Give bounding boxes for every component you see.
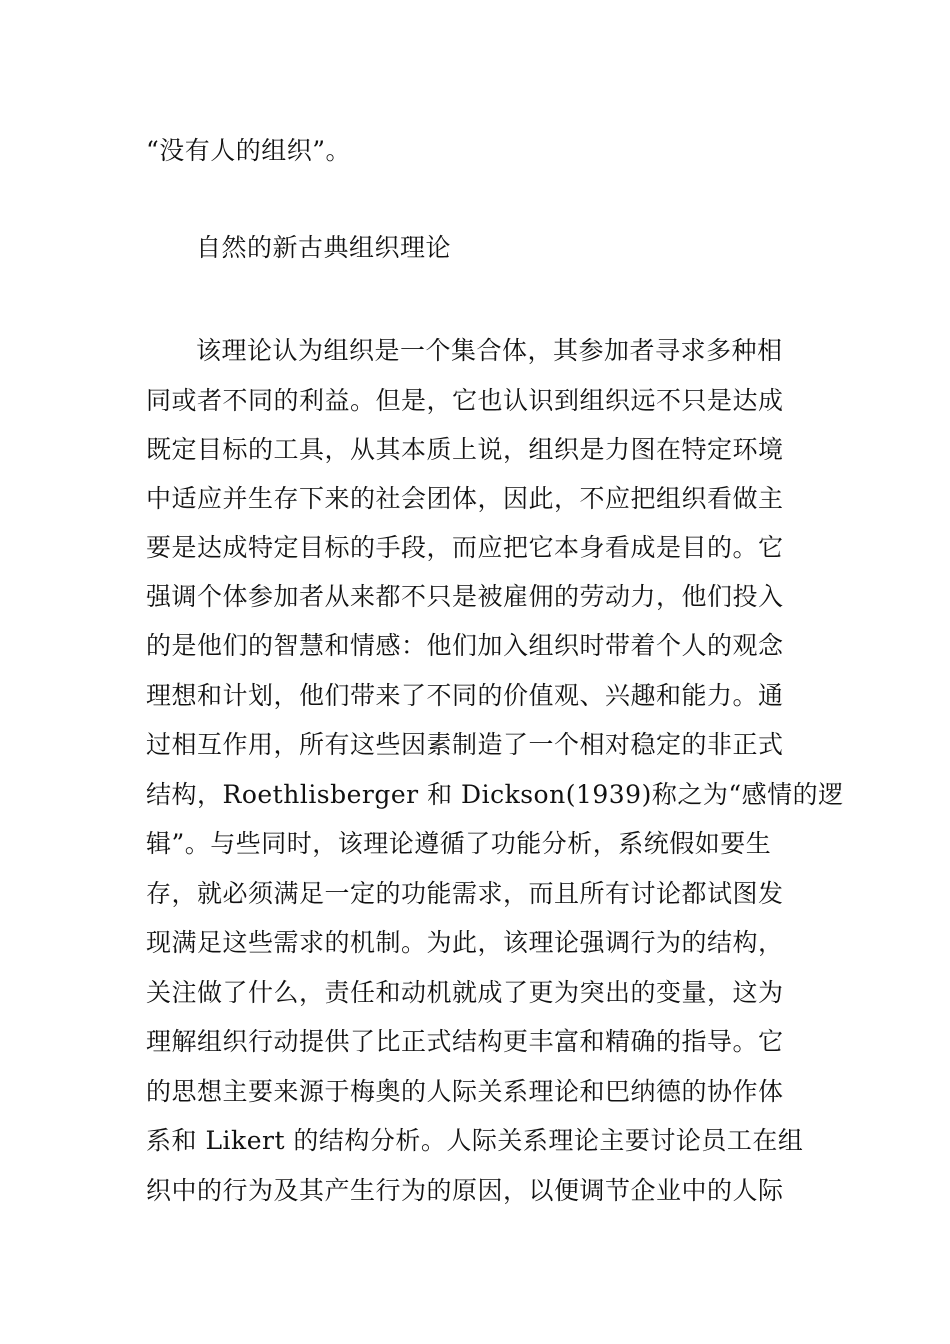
paragraph-line: 要是达成特定目标的手段，而应把它本身看成是目的。它 <box>146 533 784 562</box>
paragraph-line: 结构，Roethlisberger 和 Dickson(1939)称之为“感情的逻 <box>146 780 844 809</box>
paragraph-line: 织中的行为及其产生行为的原因，以便调节企业中的人际 <box>146 1176 784 1205</box>
paragraph-line: 该理论认为组织是一个集合体，其参加者寻求多种相 <box>196 336 783 365</box>
paragraph-line: 辑”。与些同时，该理论遵循了功能分析，系统假如要生 <box>146 829 772 858</box>
paragraph-line: 理解组织行动提供了比正式结构更丰富和精确的指导。它 <box>146 1027 784 1056</box>
paragraph-line: 中适应并生存下来的社会团体，因此，不应把组织看做主 <box>146 484 784 513</box>
paragraph-line: 过相互作用，所有这些因素制造了一个相对稳定的非正式 <box>146 730 784 759</box>
paragraph-line: 系和 Likert 的结构分析。人际关系理论主要讨论员工在组 <box>146 1126 804 1155</box>
paragraph-line: 同或者不同的利益。但是，它也认识到组织远不只是达成 <box>146 386 784 415</box>
paragraph-line: 既定目标的工具，从其本质上说，组织是力图在特定环境 <box>146 435 784 464</box>
section-heading: 自然的新古典组织理论 <box>196 233 452 262</box>
paragraph-line: 强调个体参加者从来都不只是被雇佣的劳动力，他们投入 <box>146 582 784 611</box>
paragraph-line: 关注做了什么，责任和动机就成了更为突出的变量，这为 <box>146 978 784 1007</box>
paragraph-line: 理想和计划，他们带来了不同的价值观、兴趣和能力。通 <box>146 681 784 710</box>
paragraph-line: 的思想主要来源于梅奥的人际关系理论和巴纳德的协作体 <box>146 1077 784 1106</box>
paragraph-line: 现满足这些需求的机制。为此，该理论强调行为的结构， <box>146 928 784 957</box>
opening-line: “没有人的组织”。 <box>146 136 352 165</box>
paragraph-line: 的是他们的智慧和情感：他们加入组织时带着个人的观念 <box>146 631 784 660</box>
paragraph-line: 存，就必须满足一定的功能需求，而且所有讨论都试图发 <box>146 879 784 908</box>
